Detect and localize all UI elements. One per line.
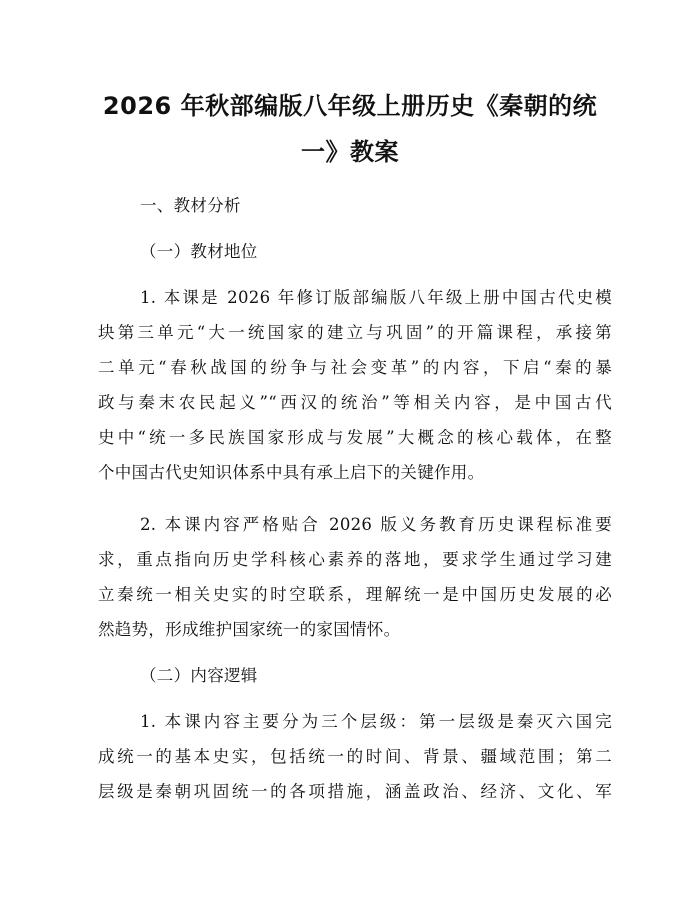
paragraph-1-line-2: 块第三单元“大一统国家的建立与巩固”的开篇课程，承接第 bbox=[98, 323, 612, 342]
paragraph-1-line-5: 史中“统一多民族国家形成与发展”大概念的核心载体，在整 bbox=[98, 428, 612, 447]
section-heading-textbook-analysis: 一、教材分析 bbox=[140, 196, 241, 215]
paragraph-1-line-3: 二单元“春秋战国的纷争与社会变革”的内容，下启“秦的暴 bbox=[98, 358, 612, 377]
subsection-heading-textbook-position: （一）教材地位 bbox=[140, 242, 258, 261]
paragraph-2-line-1: 2. 本课内容严格贴合 2026 版义务教育历史课程标准要 bbox=[140, 515, 612, 534]
paragraph-3-line-1: 1. 本课内容主要分为三个层级：第一层级是秦灭六国完 bbox=[140, 712, 612, 731]
paragraph-3-line-2: 成统一的基本史实，包括统一的时间、背景、疆域范围；第二 bbox=[98, 747, 612, 766]
paragraph-1-line-1: 1. 本课是 2026 年修订版部编版八年级上册中国古代史模 bbox=[140, 288, 612, 307]
document-title-line-1: 2026 年秋部编版八年级上册历史《秦朝的统 bbox=[102, 92, 598, 120]
paragraph-1-line-4: 政与秦末农民起义”“西汉的统治”等相关内容，是中国古代 bbox=[98, 393, 612, 412]
document-title-line-2: 一》教案 bbox=[301, 138, 399, 166]
paragraph-3-line-3: 层级是秦朝巩固统一的各项措施，涵盖政治、经济、文化、军 bbox=[98, 782, 612, 801]
paragraph-2-line-4: 然趋势，形成维护国家统一的家国情怀。 bbox=[98, 620, 401, 639]
subsection-heading-content-logic: （二）内容逻辑 bbox=[140, 666, 258, 685]
paragraph-2-line-2: 求，重点指向历史学科核心素养的落地，要求学生通过学习建 bbox=[98, 550, 612, 569]
paragraph-2-line-3: 立秦统一相关史实的时空联系，理解统一是中国历史发展的必 bbox=[98, 585, 612, 604]
paragraph-1-line-6: 个中国古代史知识体系中具有承上启下的关键作用。 bbox=[98, 463, 485, 482]
